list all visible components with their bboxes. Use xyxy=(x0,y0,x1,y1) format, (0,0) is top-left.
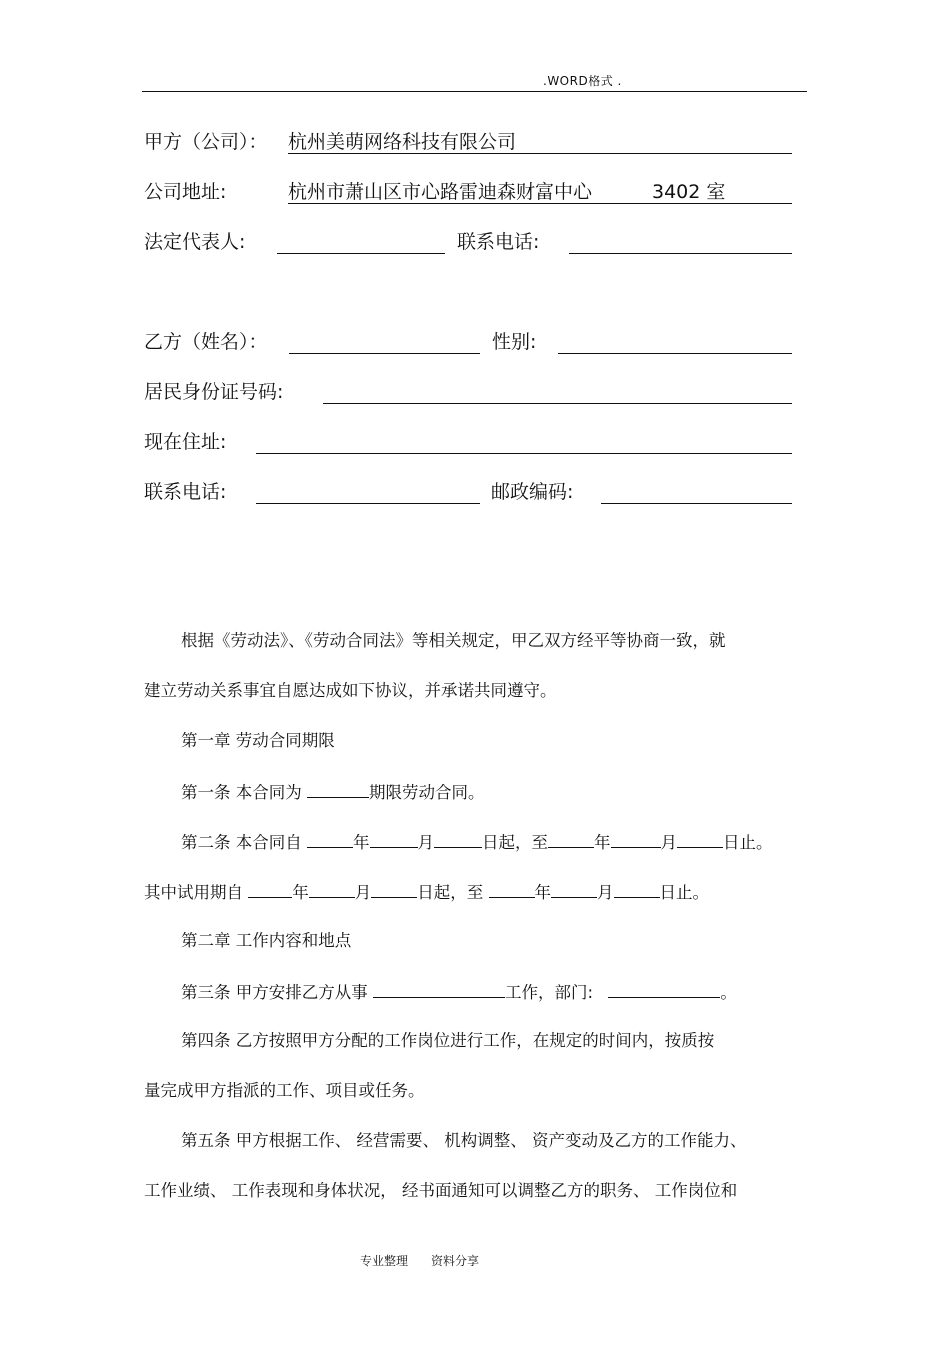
probation-end-month-blank[interactable] xyxy=(551,880,597,898)
article-2-start-month-blank[interactable] xyxy=(370,830,418,848)
party-b-postcode-label: 邮政编码: xyxy=(491,481,574,503)
probation-year: 年 xyxy=(292,883,309,902)
article-1-term-blank[interactable] xyxy=(307,780,369,798)
party-a-company-underline xyxy=(288,153,792,154)
party-a-company-value[interactable]: 杭州美萌网络科技有限公司 xyxy=(288,131,517,153)
party-a-address-room[interactable]: 3402 室 xyxy=(652,181,726,203)
article-3-pre: 第三条 甲方安排乙方从事 xyxy=(181,983,368,1002)
article-3-job-blank[interactable] xyxy=(373,980,505,998)
article-3-mid: 工作，部门: xyxy=(505,983,594,1002)
party-a-address-label: 公司地址: xyxy=(144,181,227,203)
party-b-address-label: 现在住址: xyxy=(144,431,227,453)
article-2-start-day-blank[interactable] xyxy=(434,830,482,848)
party-a-legal-rep-field[interactable] xyxy=(277,253,445,254)
article-4-line-2: 量完成甲方指派的工作、项目或任务。 xyxy=(144,1081,425,1100)
article-2-month-2: 月 xyxy=(660,833,677,852)
probation-start-year-blank[interactable] xyxy=(248,880,292,898)
header-format-label: .WORD格式 . xyxy=(543,74,622,88)
party-a-company-label: 甲方（公司）： xyxy=(144,131,268,153)
probation-month: 月 xyxy=(354,883,372,902)
article-5-line-1: 第五条 甲方根据工作、 经营需要、 机构调整、 资产变动及乙方的工作能力、 xyxy=(181,1131,747,1150)
party-a-phone-label: 联系电话: xyxy=(457,231,540,253)
party-a-legal-rep-label: 法定代表人: xyxy=(144,231,246,253)
probation-day-to: 日止。 xyxy=(659,883,709,902)
probation-year-2: 年 xyxy=(534,883,551,902)
intro-line-1: 根据《劳动法》、《劳动合同法》等相关规定，甲乙双方经平等协商一致，就 xyxy=(181,631,726,650)
party-a-phone-field[interactable] xyxy=(569,253,792,254)
party-b-name-field[interactable] xyxy=(289,353,480,354)
party-b-name-label: 乙方（姓名）： xyxy=(144,331,268,353)
article-1-pre: 第一条 本合同为 xyxy=(181,783,302,802)
probation-end-year-blank[interactable] xyxy=(489,880,535,898)
article-3-department-blank[interactable] xyxy=(608,980,720,998)
article-3 xyxy=(181,980,737,1004)
header-rule xyxy=(142,91,807,92)
article-2-day-to: 日止。 xyxy=(723,833,773,852)
footer-left-text: 专业整理 xyxy=(360,1254,409,1268)
article-2-end-month-blank[interactable] xyxy=(611,830,661,848)
probation-start-day-blank[interactable] xyxy=(371,880,417,898)
article-5-line-2: 工作业绩、 工作表现和身体状况， 经书面通知可以调整乙方的职务、 工作岗位和 xyxy=(144,1181,738,1200)
party-b-phone-field[interactable] xyxy=(256,503,480,504)
chapter-1-heading: 第一章 劳动合同期限 xyxy=(181,731,335,750)
party-b-id-label: 居民身份证号码: xyxy=(144,381,284,403)
party-b-gender-field[interactable] xyxy=(558,353,792,354)
article-1 xyxy=(181,780,485,804)
party-a-address-underline xyxy=(288,203,792,204)
article-1-post: 期限劳动合同。 xyxy=(369,783,485,802)
footer-right-text: 资料分享 xyxy=(431,1254,480,1268)
article-2-end-day-blank[interactable] xyxy=(677,830,723,848)
article-2-day-from: 日起，至 xyxy=(482,833,548,852)
party-b-address-field[interactable] xyxy=(256,453,792,454)
article-3-end: 。 xyxy=(720,983,737,1002)
article-2-start-year-blank[interactable] xyxy=(307,830,353,848)
article-2-month: 月 xyxy=(417,833,434,852)
probation-line xyxy=(144,880,709,904)
probation-day-from: 日起，至 xyxy=(417,883,484,902)
article-4-line-1: 第四条 乙方按照甲方分配的工作岗位进行工作，在规定的时间内，按质按 xyxy=(181,1031,715,1050)
article-2-year: 年 xyxy=(353,833,370,852)
party-b-gender-label: 性别: xyxy=(492,331,537,353)
article-2-year-2: 年 xyxy=(594,833,611,852)
article-2 xyxy=(181,830,773,854)
probation-month-2: 月 xyxy=(597,883,614,902)
probation-pre: 其中试用期自 xyxy=(144,883,243,902)
probation-start-month-blank[interactable] xyxy=(309,880,355,898)
article-2-end-year-blank[interactable] xyxy=(548,830,594,848)
article-2-pre: 第二条 本合同自 xyxy=(181,833,302,852)
party-a-address-value[interactable]: 杭州市萧山区市心路雷迪森财富中心 xyxy=(288,181,593,203)
party-b-id-field[interactable] xyxy=(323,403,792,404)
probation-end-day-blank[interactable] xyxy=(614,880,660,898)
intro-line-2: 建立劳动关系事宜自愿达成如下协议，并承诺共同遵守。 xyxy=(144,681,557,700)
party-b-postcode-field[interactable] xyxy=(601,503,792,504)
party-b-phone-label: 联系电话: xyxy=(144,481,227,503)
chapter-2-heading: 第二章 工作内容和地点 xyxy=(181,931,352,950)
